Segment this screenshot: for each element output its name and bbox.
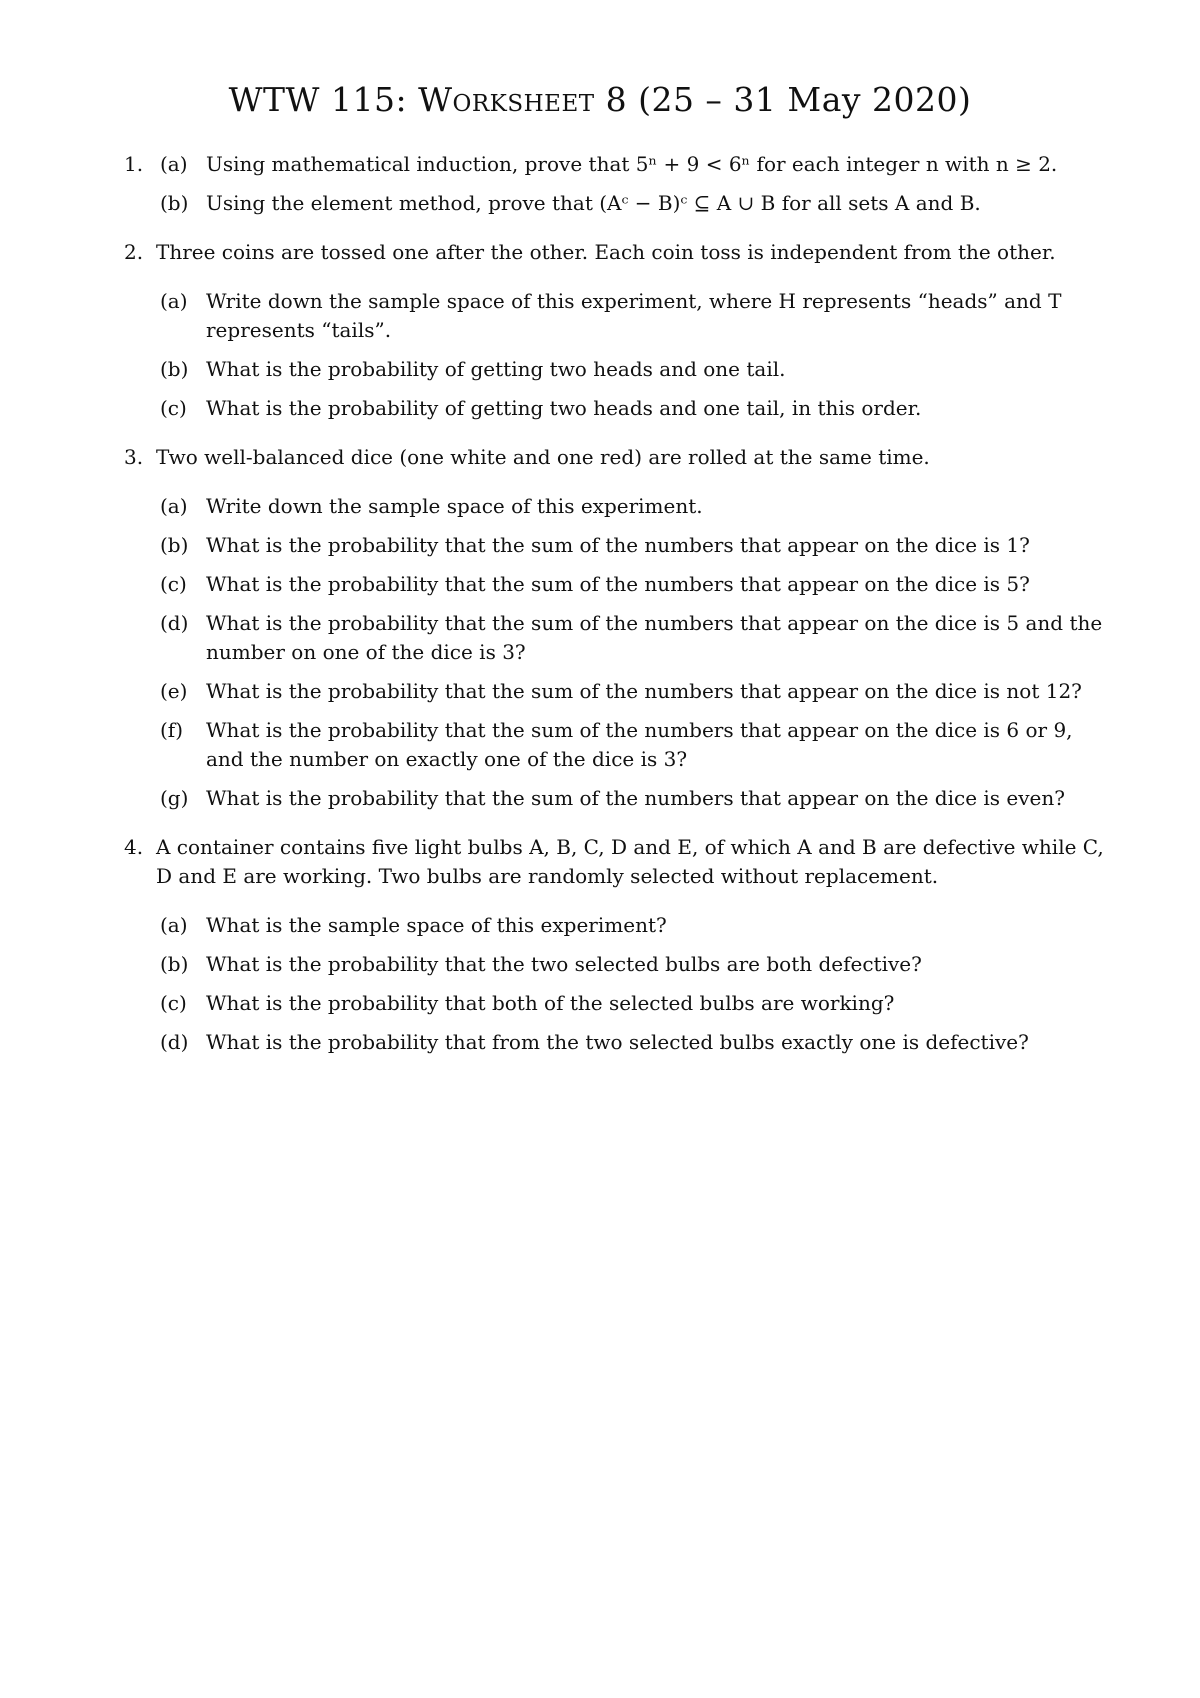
part-label: (e): [160, 679, 188, 703]
part-text: What is the probability of getting two heads and one tail, in this order.: [206, 396, 922, 420]
part-text: What is the sample space of this experiment?: [206, 913, 667, 937]
part-label: (b): [160, 533, 189, 557]
part-label: (g): [160, 786, 189, 810]
question-number: 2.: [124, 240, 144, 264]
title-worksheet: Worksheet 8: [418, 80, 628, 119]
part-text: Using mathematical induction, prove that 5ⁿ + 9 < 6ⁿ for each integer n with n ≥ 2.: [206, 152, 1058, 176]
question-number: 3.: [124, 445, 144, 469]
page-title: [0, 80, 1200, 119]
part-label: (f): [160, 718, 184, 742]
title-course: WTW 115:: [228, 80, 408, 119]
part-label: (c): [160, 396, 187, 420]
part-label: (a): [160, 152, 188, 176]
part-text: What is the probability that the sum of the numbers that appear on the dice is 5 and the number on one of the dice is 3?: [206, 611, 1103, 664]
part-text: What is the probability that the two selected bulbs are both defective?: [206, 952, 922, 976]
part-label: (d): [160, 1030, 189, 1054]
part-text: What is the probability that both of the selected bulbs are working?: [206, 991, 895, 1015]
part-label: (a): [160, 913, 188, 937]
part-text: What is the probability of getting two heads and one tail.: [206, 357, 786, 381]
title-dates: (25 – 31 May 2020): [638, 80, 972, 119]
part-label: (a): [160, 494, 188, 518]
part-text: What is the probability that the sum of the numbers that appear on the dice is 6 or 9, and the number on exactly one of the dice is 3?: [206, 718, 1073, 771]
part-text: What is the probability that the sum of the numbers that appear on the dice is 1?: [206, 533, 1030, 557]
part-label: (d): [160, 611, 189, 635]
part-label: (b): [160, 191, 189, 215]
part-label: (c): [160, 572, 187, 596]
question-text: Three coins are tossed one after the other. Each coin toss is independent from the other.: [156, 240, 1056, 264]
part-text: Write down the sample space of this experiment, where H represents “heads” and T represents “tails”.: [206, 289, 1062, 342]
part-text: What is the probability that the sum of the numbers that appear on the dice is 5?: [206, 572, 1030, 596]
question-number: 1.: [124, 152, 144, 176]
question-text: Two well-balanced dice (one white and one red) are rolled at the same time.: [156, 445, 930, 469]
part-label: (c): [160, 991, 187, 1015]
question-number: 4.: [124, 835, 144, 859]
part-text: What is the probability that the sum of the numbers that appear on the dice is even?: [206, 786, 1065, 810]
question-text: A container contains five light bulbs A, B, C, D and E, of which A and B are defective while C, D and E are working. Two bulbs are randomly selected without replacement.: [156, 835, 1104, 888]
part-text: Using the element method, prove that (Aᶜ − B)ᶜ ⊆ A ∪ B for all sets A and B.: [206, 191, 981, 215]
part-label: (b): [160, 357, 189, 381]
part-label: (b): [160, 952, 189, 976]
part-text: What is the probability that the sum of the numbers that appear on the dice is not 12?: [206, 679, 1082, 703]
part-text: What is the probability that from the two selected bulbs exactly one is defective?: [206, 1030, 1029, 1054]
part-label: (a): [160, 289, 188, 313]
part-text: Write down the sample space of this experiment.: [206, 494, 703, 518]
